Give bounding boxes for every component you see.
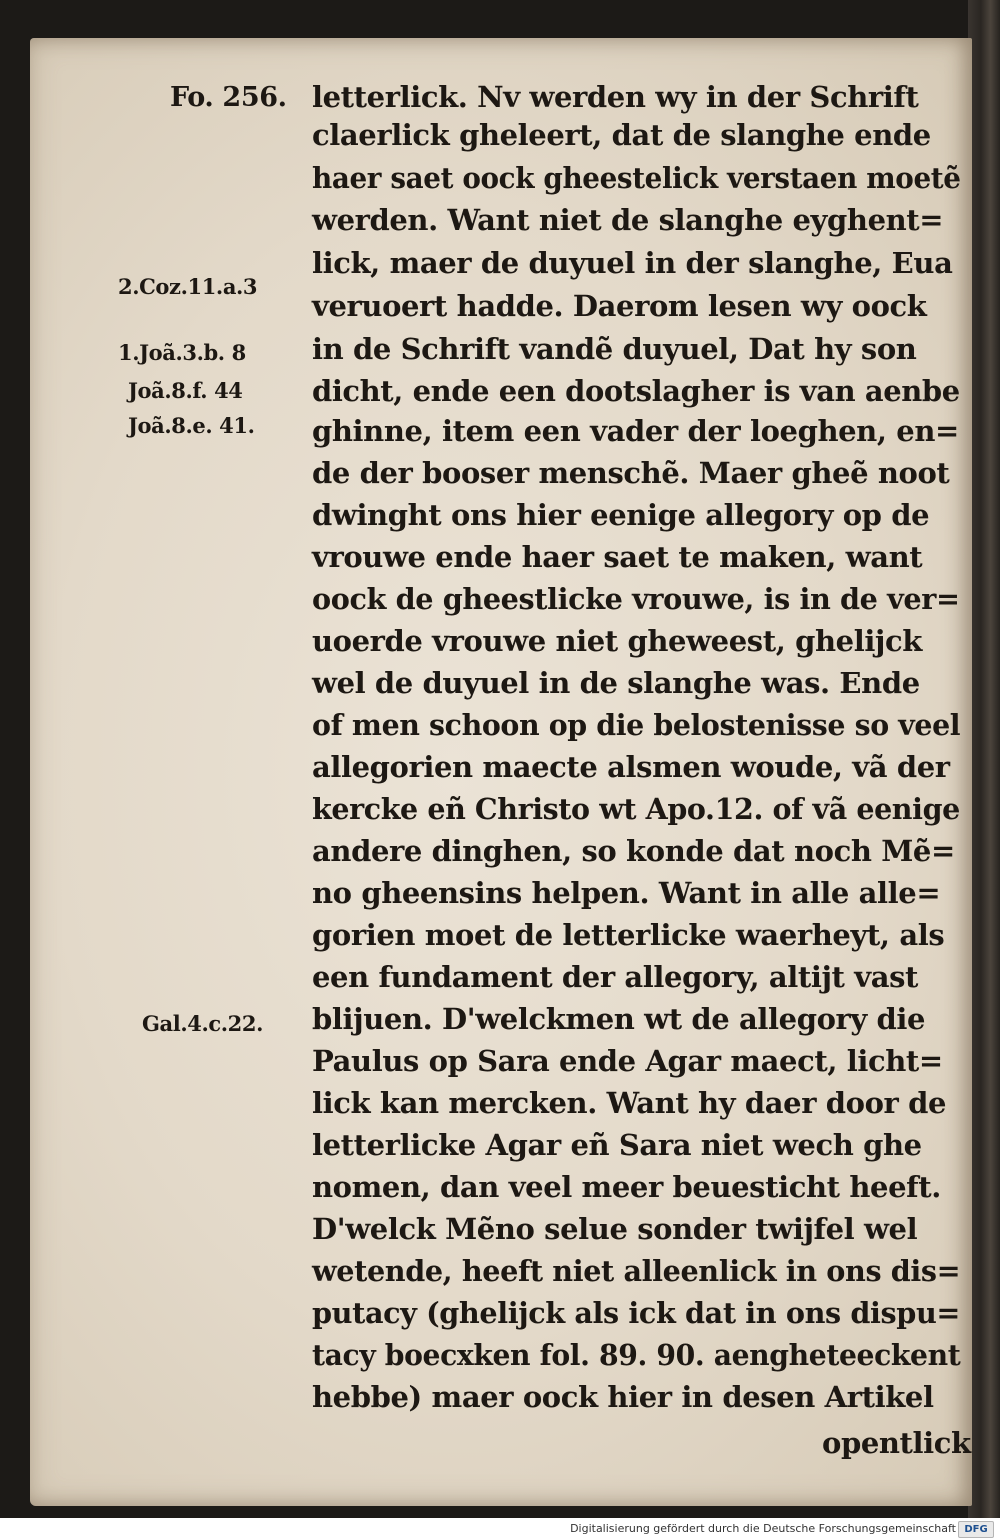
text-line: dicht, ende een dootslagher is van aenbe xyxy=(312,374,960,408)
text-line: putacy (ghelijck als ick dat in ons dispu= xyxy=(312,1296,961,1330)
text-line: letterlick. Nv werden wy in der Schrift xyxy=(312,80,919,114)
text-line: ghinne, item een vader der loeghen, en= xyxy=(312,414,959,448)
margin-note: Joã.8.e. 41. xyxy=(128,413,255,438)
text-line: no gheensins helpen. Want in alle alle= xyxy=(312,876,941,910)
text-line: haer saet oock gheestelick verstaen moetẽ xyxy=(312,161,961,195)
text-line: allegorien maecte alsmen woude, vã der xyxy=(312,750,950,784)
text-line: andere dinghen, so konde dat noch Mẽ= xyxy=(312,834,955,868)
text-line: de der booser menschẽ. Maer gheẽ noot xyxy=(312,456,950,490)
text-line: een fundament der allegory, altijt vast xyxy=(312,960,919,994)
text-line: oock de gheestlicke vrouwe, is in de ver= xyxy=(312,582,960,616)
text-line: uoerde vrouwe niet gheweest, ghelijck xyxy=(312,624,922,658)
margin-note: Joã.8.f. 44 xyxy=(128,378,243,403)
margin-note: 2.Coz.11.a.3 xyxy=(118,274,258,299)
text-line: vrouwe ende haer saet te maken, want xyxy=(312,540,923,574)
text-line: in de Schrift vandẽ duyuel, Dat hy son xyxy=(312,332,917,366)
text-line: blijuen. D'welckmen wt de allegory die xyxy=(312,1002,926,1036)
digitization-credit: Digitalisierung gefördert durch die Deutsche Forschungsgemeinschaft xyxy=(570,1522,956,1535)
text-line: wel de duyuel in de slanghe was. Ende xyxy=(312,666,920,700)
text-line: werden. Want niet de slanghe eyghent= xyxy=(312,203,944,237)
text-line: Paulus op Sara ende Agar maect, licht= xyxy=(312,1044,943,1078)
text-line: tacy boecxken fol. 89. 90. aengheteeckent xyxy=(312,1338,961,1372)
text-line: gorien moet de letterlicke waerheyt, als xyxy=(312,918,945,952)
text-line: lick, maer de duyuel in der slanghe, Eua xyxy=(312,246,953,280)
text-line: wetende, heeft niet alleenlick in ons dis= xyxy=(312,1254,961,1288)
text-line: lick kan mercken. Want hy daer door de xyxy=(312,1086,947,1120)
margin-note: Gal.4.c.22. xyxy=(142,1011,263,1036)
dfg-logo: DFG xyxy=(958,1521,994,1538)
text-line: nomen, dan veel meer beuesticht heeft. xyxy=(312,1170,941,1204)
text-line: letterlicke Agar eñ Sara niet wech ghe xyxy=(312,1128,922,1162)
book-edge xyxy=(968,0,1000,1540)
text-line: veruoert hadde. Daerom lesen wy oock xyxy=(312,289,927,323)
text-line: of men schoon op die belostenisse so veel xyxy=(312,708,961,742)
text-line: dwinght ons hier eenige allegory op de xyxy=(312,498,930,532)
folio-number: Fo. 256. xyxy=(170,82,287,113)
margin-note: 1.Joã.3.b. 8 xyxy=(118,340,246,365)
text-line: hebbe) maer oock hier in desen Artikel xyxy=(312,1380,934,1414)
text-line: kercke eñ Christo wt Apo.12. of vã eenige xyxy=(312,792,960,826)
text-line: claerlick gheleert, dat de slanghe ende xyxy=(312,118,931,152)
text-line: D'welck Mẽno selue sonder twijfel wel xyxy=(312,1212,918,1246)
catchword: opentlick xyxy=(822,1426,971,1460)
